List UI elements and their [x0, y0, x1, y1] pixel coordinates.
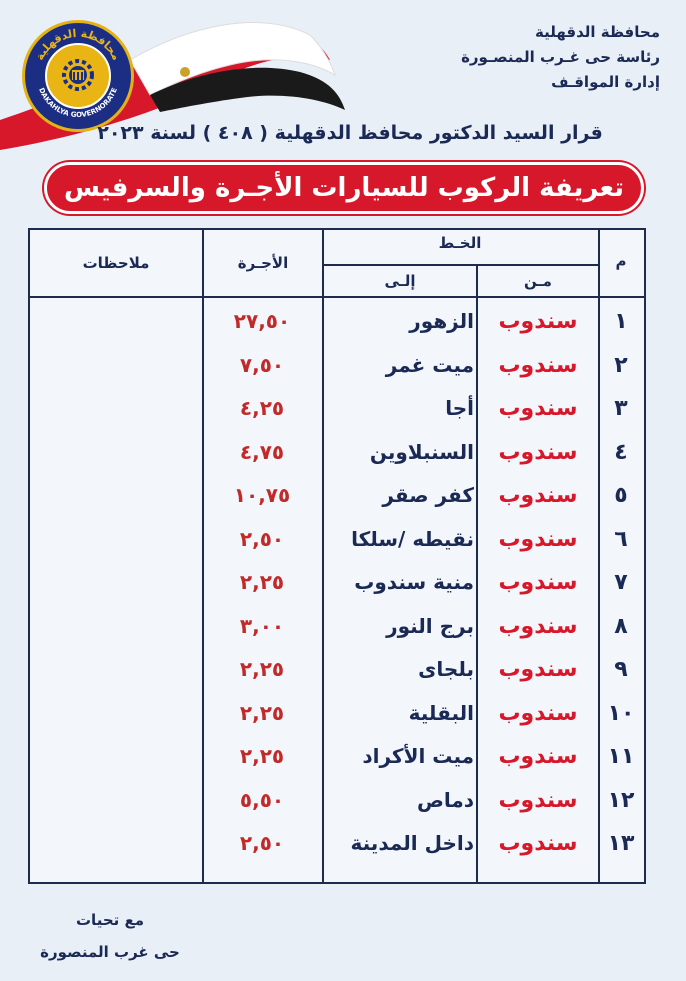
row-to: الزهور	[409, 309, 474, 333]
header-divider	[30, 296, 644, 298]
table-row	[30, 605, 644, 648]
header-from: مـن	[524, 272, 552, 290]
fare-table	[28, 228, 646, 884]
footer-district: حى غرب المنصورة	[40, 943, 180, 961]
table-row	[30, 431, 644, 474]
row-to: ميت غمر	[385, 352, 474, 377]
footer-greeting: مع تحيات	[75, 911, 145, 929]
logo-arabic-text: محافظة الدقهلية	[32, 26, 124, 63]
row-from: سندوب	[498, 613, 578, 639]
row-from: سندوب	[498, 700, 578, 726]
row-number: ٢	[614, 352, 628, 378]
row-from: سندوب	[498, 483, 578, 508]
table-row	[30, 648, 644, 691]
header-district: رئاسة حى غـرب المنصـورة	[461, 48, 660, 66]
header-fare: الأجـرة	[237, 254, 289, 272]
header-route: الخـط	[438, 234, 482, 252]
row-to: السنبلاوين	[369, 439, 474, 464]
row-number: ٨	[614, 613, 628, 639]
row-from: سندوب	[498, 396, 578, 421]
row-to: البقلية	[408, 700, 474, 725]
table-row	[30, 474, 644, 517]
row-number: ٣	[614, 396, 628, 421]
table-row	[30, 779, 644, 822]
header-notes: ملاحظات	[82, 254, 150, 272]
row-fare: ٢,٢٥	[239, 700, 285, 725]
row-to: برج النور	[386, 613, 474, 638]
row-number: ٥	[614, 483, 628, 508]
table-row	[30, 518, 644, 561]
table-row	[30, 387, 644, 430]
row-to: كفر صقر	[382, 483, 474, 507]
row-fare: ٧,٥٠	[239, 352, 285, 377]
gear-emblem-icon	[60, 57, 96, 93]
row-to: ميت الأكراد	[362, 744, 474, 768]
row-to: داخل المدينة	[350, 831, 474, 855]
row-fare: ٥,٥٠	[239, 787, 285, 812]
row-fare: ٢٧,٥٠	[233, 309, 291, 333]
row-fare: ٢,٥٠	[239, 831, 285, 855]
row-fare: ٢,٢٥	[239, 570, 285, 594]
table-row	[30, 735, 644, 778]
table-row	[30, 692, 644, 735]
table-row	[30, 561, 644, 604]
row-from: سندوب	[498, 526, 578, 552]
row-from: سندوب	[498, 744, 578, 769]
office-header	[420, 20, 660, 95]
page-title: تعريفة الركوب للسيارات الأجـرة والسرفيس	[44, 162, 644, 214]
row-from: سندوب	[498, 570, 578, 595]
row-number: ٦	[614, 526, 628, 552]
row-fare: ٤,٢٥	[239, 396, 285, 420]
row-number: ١٠	[607, 700, 635, 726]
row-fare: ٢,٥٠	[239, 526, 285, 551]
row-from: سندوب	[498, 657, 578, 682]
row-number: ٧	[614, 570, 628, 595]
row-number: ٩	[614, 657, 628, 682]
table-row	[30, 822, 644, 865]
row-to: بلجاى	[418, 657, 474, 681]
logo-emblem	[45, 43, 111, 109]
flag-eagle-icon	[180, 67, 190, 77]
decree-line: قرار السيد الدكتور محافظ الدقهلية ( ٤٠٨ ) لسنة ٢٠٢٣	[97, 122, 603, 144]
footer-signature	[40, 904, 180, 968]
header-governorate: محافظة الدقهلية	[535, 23, 660, 41]
row-from: سندوب	[498, 439, 578, 465]
header-department: إدارة المواقـف	[551, 73, 660, 91]
row-to: نقيطه /سلكا	[351, 526, 474, 551]
governorate-logo	[22, 20, 134, 132]
row-to: دماص	[416, 787, 474, 812]
row-to: أجا	[445, 396, 474, 420]
row-from: سندوب	[498, 787, 578, 813]
route-header-divider	[322, 264, 598, 266]
table-row	[30, 344, 644, 387]
row-from: سندوب	[498, 309, 578, 334]
header-to: إلـى	[384, 272, 416, 290]
row-from: سندوب	[498, 352, 578, 378]
row-from: سندوب	[498, 831, 578, 856]
row-number: ١	[614, 309, 628, 334]
row-number: ١١	[607, 744, 635, 769]
logo-english-text: DAKAHLYA GOVERNORATE	[37, 86, 119, 120]
header-num: م	[615, 252, 627, 270]
row-fare: ٤,٧٥	[239, 439, 285, 464]
row-number: ١٣	[607, 831, 635, 856]
table-row	[30, 300, 644, 343]
row-number: ٤	[614, 439, 628, 465]
row-number: ١٢	[607, 787, 635, 813]
row-to: منية سندوب	[354, 570, 474, 594]
row-fare: ٣,٠٠	[239, 613, 285, 638]
row-fare: ٢,٢٥	[239, 657, 285, 681]
row-fare: ١٠,٧٥	[233, 483, 291, 507]
row-fare: ٢,٢٥	[239, 744, 285, 768]
